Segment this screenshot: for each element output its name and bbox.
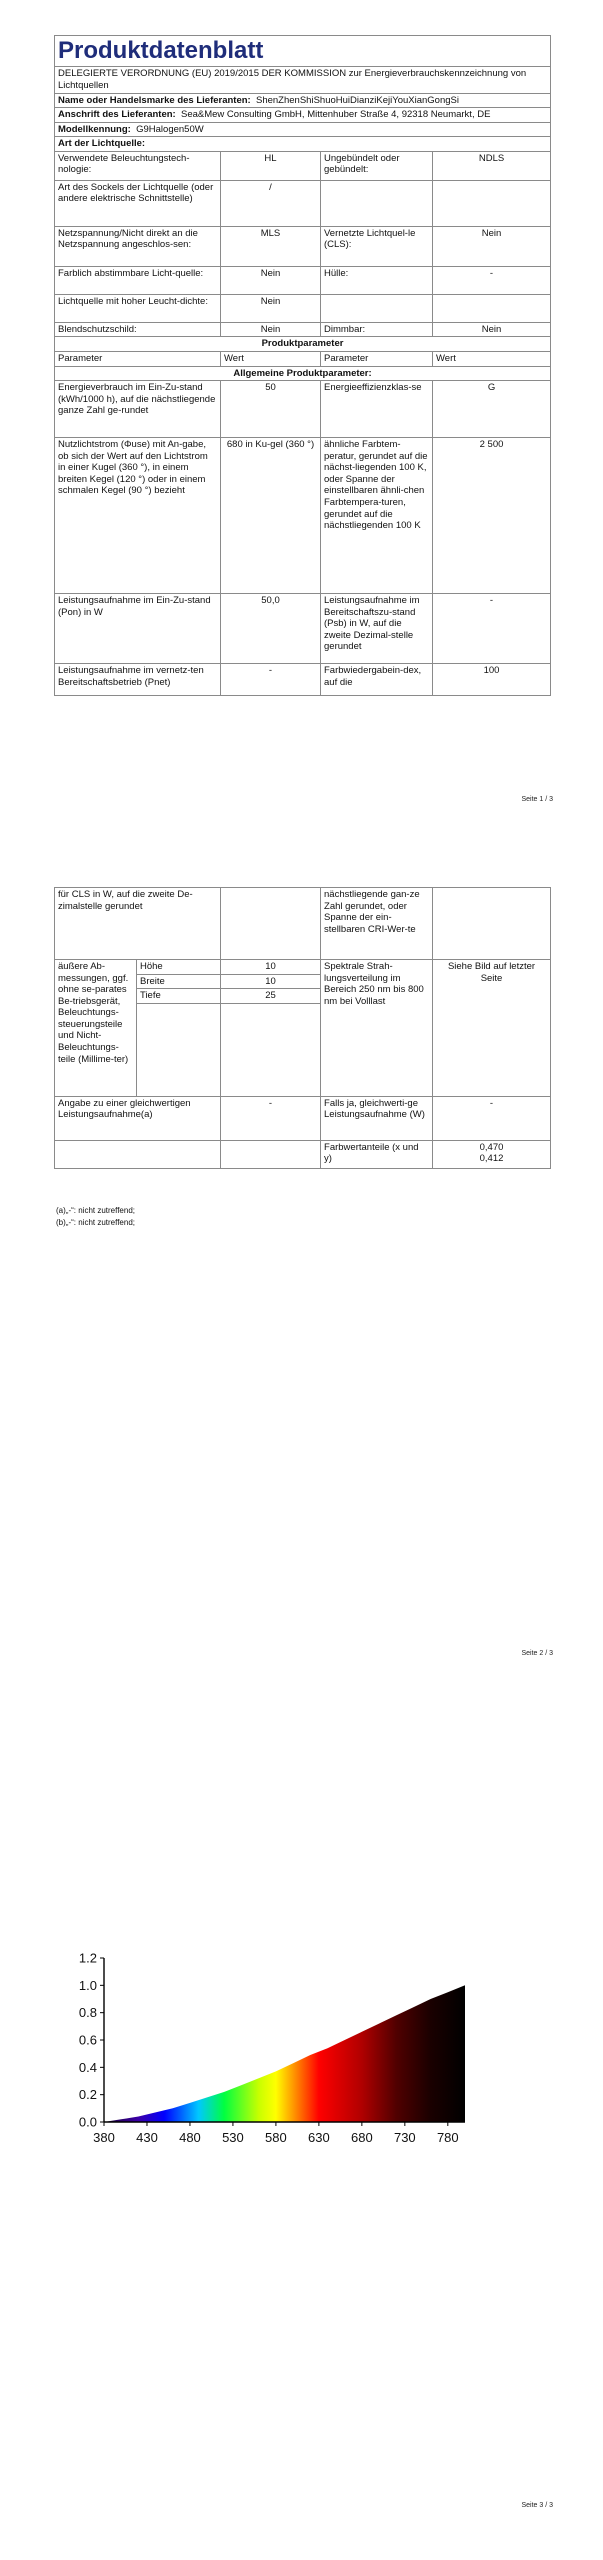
table-header-row bbox=[55, 352, 551, 367]
y-tick-label: 0.2 bbox=[78, 2087, 97, 2103]
cell-label: Hülle: bbox=[321, 266, 433, 294]
table-row bbox=[55, 381, 551, 438]
table-row bbox=[55, 1140, 551, 1168]
cell-label: Art des Sockels der Lichtquelle (oder andere elektrische Schnittstelle) bbox=[55, 180, 221, 226]
y-tick-label: 0.4 bbox=[78, 2059, 97, 2075]
dimensions-label: äußere Ab-messungen, ggf. ohne se-parates Be-triebsgerät, Beleuchtungs-steuerungsteile und Nicht-Beleuchtungs-teile (Millime-ter) bbox=[55, 960, 137, 1097]
table-row bbox=[55, 180, 551, 226]
data-sheet-table-p1 bbox=[54, 35, 551, 696]
dimension-value: 10 bbox=[221, 960, 321, 975]
cell-label: Blendschutzschild: bbox=[55, 322, 221, 337]
light-type-heading: Art der Lichtquelle: bbox=[55, 137, 551, 152]
section-title: Produktparameter bbox=[55, 337, 551, 352]
cell-value: Nein bbox=[433, 226, 551, 266]
table-row bbox=[55, 266, 551, 294]
cell-label: Falls ja, gleichwerti-ge Leistungsaufnahme (W) bbox=[321, 1096, 433, 1140]
y-tick-label: 1.0 bbox=[78, 1977, 97, 1993]
page-number: Seite 3 / 3 bbox=[521, 2502, 553, 2509]
y-tick-label: 0.6 bbox=[78, 2032, 97, 2048]
chroma-x: 0,470 bbox=[479, 1141, 504, 1153]
cell-value: / bbox=[221, 180, 321, 226]
page-3 bbox=[0, 1700, 603, 2550]
cell-value: Nein bbox=[221, 322, 321, 337]
table-row bbox=[55, 594, 551, 664]
cell-value bbox=[221, 888, 321, 960]
dimension-key: Breite bbox=[137, 974, 221, 989]
chroma-y: 0,412 bbox=[479, 1153, 504, 1165]
cell-value bbox=[433, 294, 551, 322]
cell-label: Nutzlichtstrom (Φuse) mit An-gabe, ob sich der Wert auf den Lichtstrom in einer Kugel (360 °), in einem breiten Kegel (120 °) oder in einem schmalen Kegel (90 °) bezieht bbox=[55, 438, 221, 594]
cell-label: Angabe zu einer gleichwertigen Leistungsaufnahme(a) bbox=[55, 1096, 221, 1140]
table-row bbox=[55, 226, 551, 266]
cell-value: 2 500 bbox=[433, 438, 551, 594]
cell-label: nächstliegende gan-ze Zahl gerundet, oder Spanne der ein-stellbaren CRI-Wer-te bbox=[321, 888, 433, 960]
page-1 bbox=[0, 0, 603, 850]
data-sheet-table-p2 bbox=[54, 887, 551, 1169]
table-row bbox=[55, 888, 551, 960]
supplier-row bbox=[55, 93, 551, 108]
cell-label: Leistungsaufnahme im Bereitschaftszu-stand (Psb) in W, auf die zweite Dezimal-stelle gerundet bbox=[321, 594, 433, 664]
y-tick-label: 1.2 bbox=[78, 1950, 97, 1966]
page-number: Seite 1 / 3 bbox=[521, 796, 553, 803]
cell-value: HL bbox=[221, 151, 321, 180]
dimension-key: Höhe bbox=[137, 960, 221, 975]
cell-label: ähnliche Farbtem-peratur, gerundet auf die nächst-liegenden 100 K, oder Spanne der einstellbaren ähnli-chen Farbtempera-turen, gerundet auf die nächstliegenden 100 K bbox=[321, 438, 433, 594]
supplier-label: Name oder Handelsmarke des Lieferanten: bbox=[58, 94, 251, 106]
cell-value: G bbox=[433, 381, 551, 438]
cell-value: Nein bbox=[433, 322, 551, 337]
cell-label bbox=[321, 180, 433, 226]
cell-label: Dimmbar: bbox=[321, 322, 433, 337]
dimension-key: Tiefe bbox=[137, 989, 221, 1004]
model-value: G9Halogen50W bbox=[136, 123, 204, 135]
cell-label: Farbwiedergabein-dex, auf die bbox=[321, 664, 433, 696]
footnote: (a)„-“: nicht zutreffend; bbox=[56, 1206, 135, 1215]
cell-value: - bbox=[433, 1096, 551, 1140]
cell-value: - bbox=[433, 594, 551, 664]
spectral-label: Spektrale Strah-lungsverteilung im Bereich 250 nm bis 800 nm bei Volllast bbox=[321, 960, 433, 1097]
cell-label: Energieeffizienzklas-se bbox=[321, 381, 433, 438]
general-params-title: Allgemeine Produktparameter: bbox=[55, 366, 551, 381]
table-row bbox=[55, 438, 551, 594]
x-tick-label: 580 bbox=[265, 2130, 287, 2145]
supplier-value: ShenZhenShiShuoHuiDianziKejiYouXianGongSi bbox=[256, 94, 459, 106]
x-tick-label: 730 bbox=[393, 2130, 416, 2145]
cell-value: MLS bbox=[221, 226, 321, 266]
cell-value: NDLS bbox=[433, 151, 551, 180]
column-header: Parameter bbox=[321, 352, 433, 367]
table-row bbox=[55, 960, 551, 975]
footnotes bbox=[56, 1205, 135, 1229]
dimension-value: 10 bbox=[221, 974, 321, 989]
x-tick-label: 630 bbox=[308, 2130, 330, 2145]
y-tick-label: 0.8 bbox=[78, 2005, 97, 2021]
doc-title: Produktdatenblatt bbox=[55, 36, 551, 67]
dimension-value: 25 bbox=[221, 989, 321, 1004]
cell-empty bbox=[221, 1003, 321, 1096]
cell-label: Lichtquelle mit hoher Leucht-dichte: bbox=[55, 294, 221, 322]
table-row bbox=[55, 664, 551, 696]
x-tick-label: 680 bbox=[351, 2130, 373, 2145]
model-row bbox=[55, 122, 551, 137]
spectrum-area bbox=[104, 1985, 465, 2122]
column-header: Wert bbox=[433, 352, 551, 367]
table-row bbox=[55, 1096, 551, 1140]
cell-label: Vernetzte Lichtquel-le (CLS): bbox=[321, 226, 433, 266]
column-header: Wert bbox=[221, 352, 321, 367]
cell-empty bbox=[55, 1140, 221, 1168]
cell-empty bbox=[137, 1003, 221, 1096]
x-tick-label: 480 bbox=[179, 2130, 201, 2145]
footnote: (b)„-“: nicht zutreffend; bbox=[56, 1218, 135, 1227]
cell-value: 50 bbox=[221, 381, 321, 438]
spectral-value: Siehe Bild auf letzter Seite bbox=[433, 960, 551, 1097]
cell-label: Leistungsaufnahme im Ein-Zu-stand (Pon) in W bbox=[55, 594, 221, 664]
cell-label: Farbwertanteile (x und y) bbox=[321, 1140, 433, 1168]
cell-label: für CLS in W, auf die zweite De-zimalstelle gerundet bbox=[55, 888, 221, 960]
cell-value bbox=[433, 1140, 551, 1168]
cell-value: Nein bbox=[221, 294, 321, 322]
model-label: Modellkennung: bbox=[58, 123, 131, 135]
cell-label: Energieverbrauch im Ein-Zu-stand (kWh/1000 h), auf die nächstliegende ganze Zahl ge-rundet bbox=[55, 381, 221, 438]
cell-label: Ungebündelt oder gebündelt: bbox=[321, 151, 433, 180]
address-value: Sea&Mew Consulting GmbH, Mittenhuber Straße 4, 92318 Neumarkt, DE bbox=[181, 109, 491, 121]
x-tick-label: 430 bbox=[136, 2130, 158, 2145]
cell-label: Farblich abstimmbare Licht-quelle: bbox=[55, 266, 221, 294]
table-row bbox=[55, 294, 551, 322]
regulation-text: DELEGIERTE VERORDNUNG (EU) 2019/2015 DER KOMMISSION zur Energieverbrauchskennzeichnung von Lichtquellen bbox=[55, 67, 551, 93]
cell-label: Leistungsaufnahme im vernetz-ten Bereitschaftsbetrieb (Pnet) bbox=[55, 664, 221, 696]
x-tick-label: 530 bbox=[222, 2130, 244, 2145]
spectrum-chart bbox=[60, 1950, 480, 2160]
address-label: Anschrift des Lieferanten: bbox=[58, 109, 176, 121]
cell-value: - bbox=[221, 1096, 321, 1140]
cell-empty bbox=[221, 1140, 321, 1168]
cell-value: 100 bbox=[433, 664, 551, 696]
table-row bbox=[55, 151, 551, 180]
cell-label bbox=[321, 294, 433, 322]
cell-value: - bbox=[221, 664, 321, 696]
cell-value: - bbox=[433, 266, 551, 294]
page-number: Seite 2 / 3 bbox=[521, 1650, 553, 1657]
cell-label: Verwendete Beleuchtungstech-nologie: bbox=[55, 151, 221, 180]
cell-value bbox=[433, 180, 551, 226]
y-tick-label: 0.0 bbox=[78, 2114, 97, 2130]
address-row bbox=[55, 108, 551, 123]
cell-label: Netzspannung/Nicht direkt an die Netzspannung angeschlos-sen: bbox=[55, 226, 221, 266]
table-row bbox=[55, 322, 551, 337]
column-header: Parameter bbox=[55, 352, 221, 367]
cell-value: 680 in Ku-gel (360 °) bbox=[221, 438, 321, 594]
cell-value: 50,0 bbox=[221, 594, 321, 664]
cell-value bbox=[433, 888, 551, 960]
page-2 bbox=[0, 850, 603, 1700]
x-tick-label: 780 bbox=[436, 2130, 459, 2145]
x-tick-label: 380 bbox=[93, 2130, 115, 2145]
cell-value: Nein bbox=[221, 266, 321, 294]
